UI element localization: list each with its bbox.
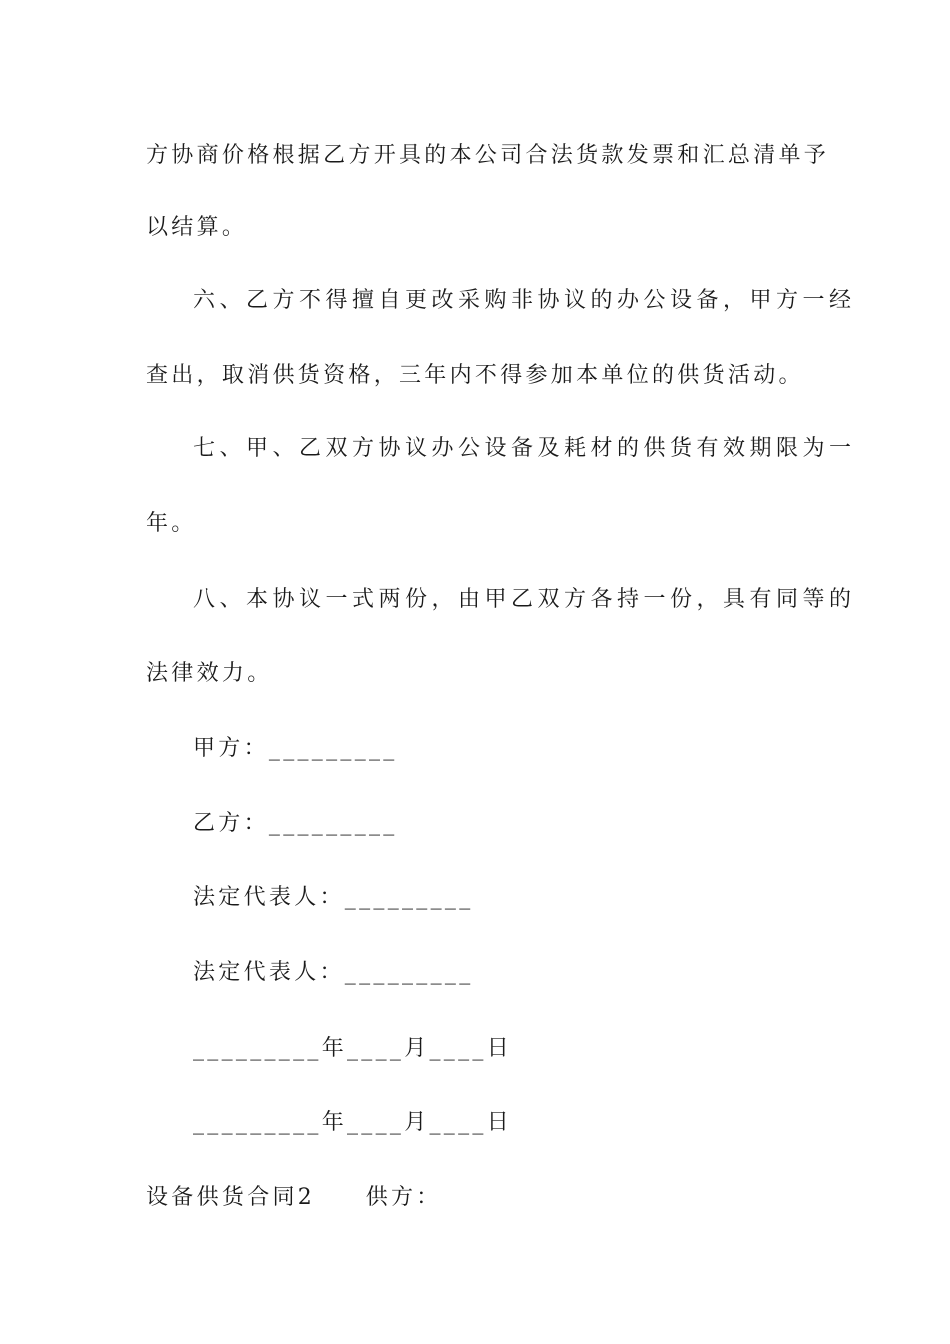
date-line-b: _________年____月____日 bbox=[193, 1110, 512, 1135]
legal-rep-b-line: 法定代表人：_________ bbox=[193, 960, 474, 985]
contract-2-heading: 设备供货合同2 供方： bbox=[146, 1185, 442, 1210]
legal-rep-a-line: 法定代表人：_________ bbox=[193, 885, 474, 910]
paragraph-line: 法律效力。 bbox=[146, 661, 273, 686]
paragraph-line: 以结算。 bbox=[146, 215, 248, 240]
party-a-signature-line: 甲方：_________ bbox=[193, 736, 398, 761]
clause-seven-line: 七、甲、乙双方协议办公设备及耗材的供货有效期限为一 bbox=[193, 436, 856, 461]
paragraph-line: 查出，取消供货资格，三年内不得参加本单位的供货活动。 bbox=[146, 363, 804, 388]
date-line-a: _________年____月____日 bbox=[193, 1036, 512, 1061]
party-b-signature-line: 乙方：_________ bbox=[193, 811, 398, 836]
paragraph-line: 方协商价格根据乙方开具的本公司合法货款发票和汇总清单予 bbox=[146, 143, 830, 168]
clause-eight-line: 八、本协议一式两份，由甲乙双方各持一份，具有同等的 bbox=[193, 587, 856, 612]
paragraph-line: 年。 bbox=[146, 511, 197, 536]
clause-six-line: 六、乙方不得擅自更改采购非协议的办公设备，甲方一经 bbox=[193, 288, 856, 313]
